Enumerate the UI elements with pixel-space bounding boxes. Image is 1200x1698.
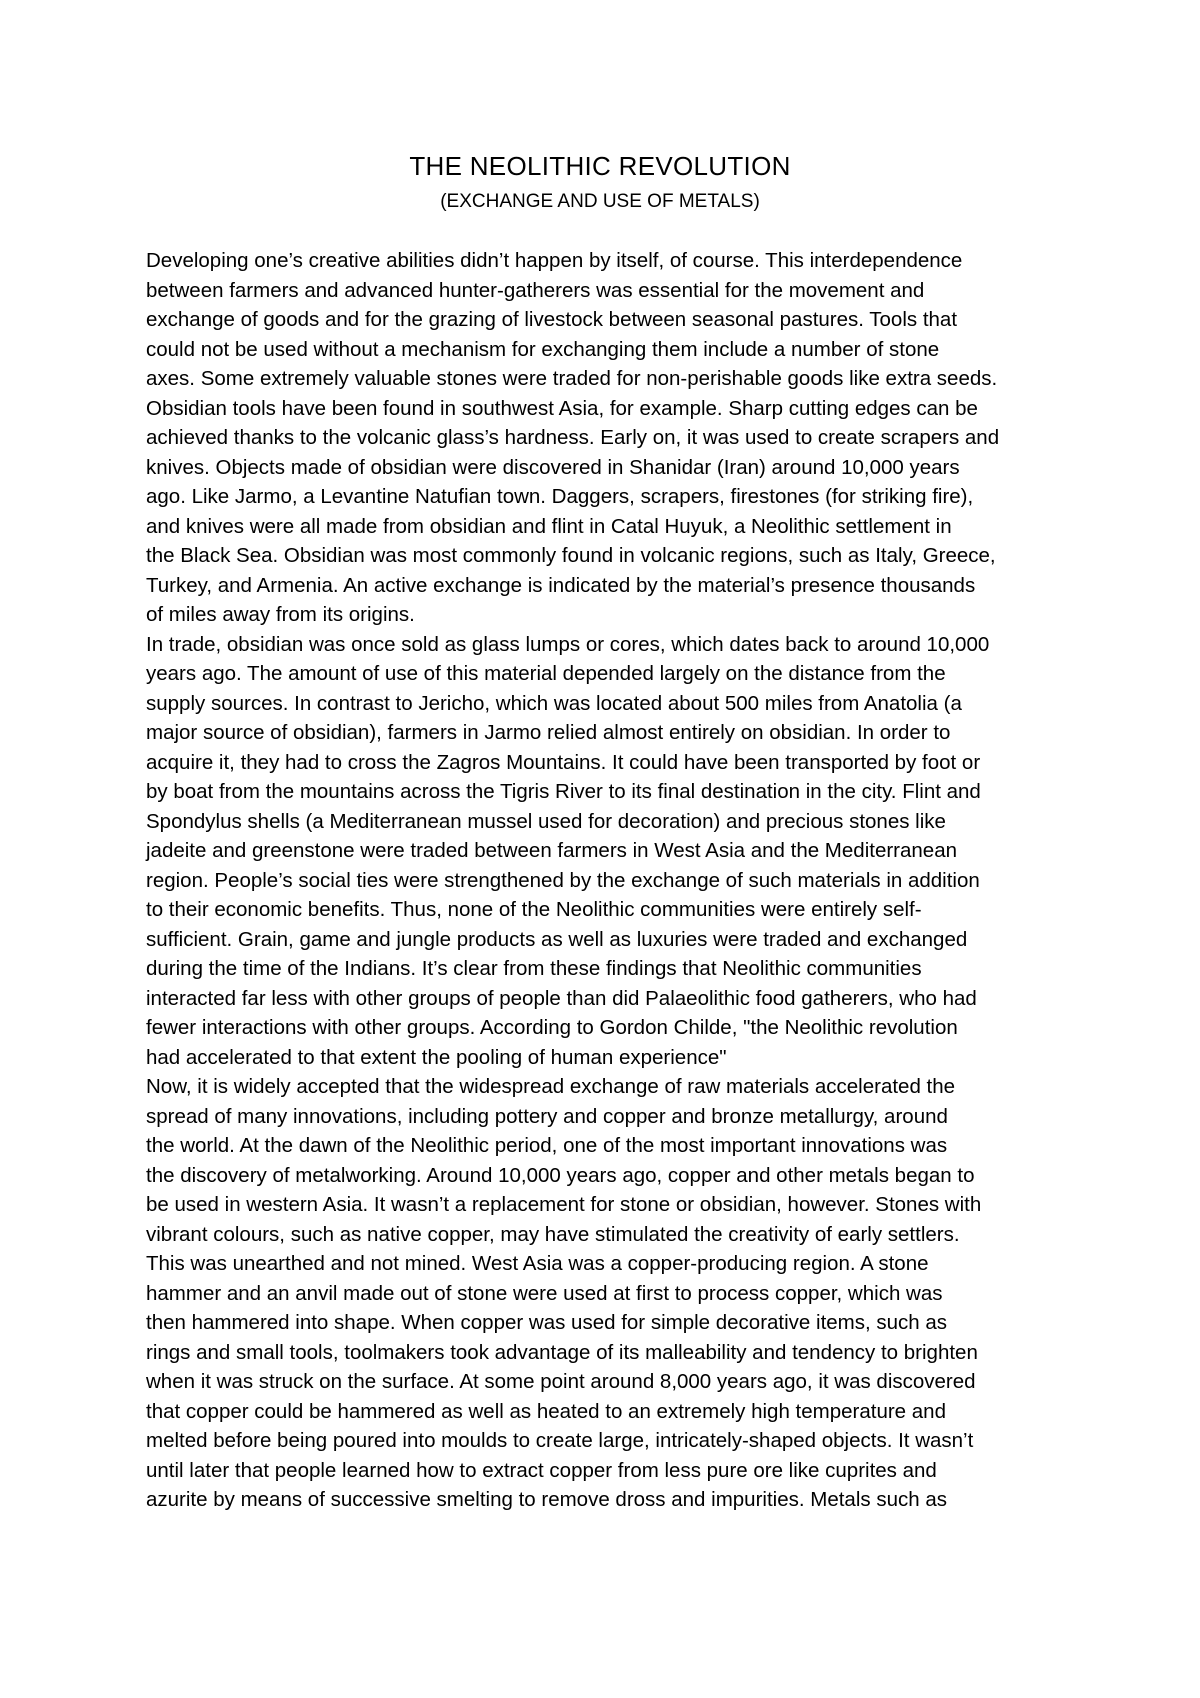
text-line: between farmers and advanced hunter-gatherers was essential for the movement and: [146, 278, 925, 302]
text-line: had accelerated to that extent the pooling of human experience": [146, 1045, 727, 1069]
text-line: when it was struck on the surface. At some point around 8,000 years ago, it was discovered: [146, 1370, 976, 1393]
text-line: acquire it, they had to cross the Zagros Mountains. It could have been transported by foot or: [146, 750, 981, 774]
paragraph-metalworking: [146, 1072, 1086, 1515]
text-line: exchange of goods and for the grazing of livestock between seasonal pastures. Tools that: [146, 308, 958, 331]
text-line: then hammered into shape. When copper was used for simple decorative items, such as: [146, 1311, 948, 1334]
text-line: Turkey, and Armenia. An active exchange is indicated by the material’s presence thousands: [146, 573, 976, 597]
text-line: rings and small tools, toolmakers took advantage of its malleability and tendency to brighten: [146, 1340, 978, 1364]
text-line: spread of many innovations, including pottery and copper and bronze metallurgy, around: [146, 1104, 948, 1128]
text-line: fewer interactions with other groups. According to Gordon Childe, "the Neolithic revolution: [146, 1016, 958, 1039]
text-line: Now, it is widely accepted that the widespread exchange of raw materials accelerated the: [146, 1075, 956, 1098]
text-line: melted before being poured into moulds to create large, intricately-shaped objects. It wasn’t: [146, 1429, 974, 1452]
text-line: that copper could be hammered as well as heated to an extremely high temperature and: [146, 1399, 946, 1423]
text-line: could not be used without a mechanism for exchanging them include a number of stone: [146, 337, 940, 361]
text-line: by boat from the mountains across the Tigris River to its final destination in the city. Flint and: [146, 780, 981, 803]
text-line: jadeite and greenstone were traded between farmers in West Asia and the Mediterranean: [146, 839, 958, 862]
document-body: [146, 246, 1086, 1515]
text-line: Obsidian tools have been found in southwest Asia, for example. Sharp cutting edges can be: [146, 396, 978, 420]
text-line: the discovery of metalworking. Around 10,000 years ago, copper and other metals began to: [146, 1163, 975, 1187]
text-line: to their economic benefits. Thus, none of the Neolithic communities were entirely self-: [146, 898, 922, 921]
text-line: years ago. The amount of use of this material depended largely on the distance from the: [146, 662, 946, 685]
text-line: of miles away from its origins.: [146, 603, 415, 626]
text-line: knives. Objects made of obsidian were discovered in Shanidar (Iran) around 10,000 years: [146, 455, 960, 479]
paragraph-obsidian-trade: [146, 630, 1086, 1073]
text-line: interacted far less with other groups of people than did Palaeolithic food gatherers, who had: [146, 986, 977, 1010]
text-line: In trade, obsidian was once sold as glass lumps or cores, which dates back to around 10,000: [146, 632, 990, 656]
text-line: supply sources. In contrast to Jericho, which was located about 500 miles from Anatolia (a: [146, 691, 962, 715]
text-line: sufficient. Grain, game and jungle products as well as luxuries were traded and exchanged: [146, 927, 968, 951]
text-line: hammer and an anvil made out of stone were used at first to process copper, which was: [146, 1281, 943, 1305]
text-line: Developing one’s creative abilities didn’t happen by itself, of course. This interdependence: [146, 249, 963, 272]
document-subtitle: (EXCHANGE AND USE OF METALS): [440, 191, 760, 212]
document-title: THE NEOLITHIC REVOLUTION: [409, 151, 791, 181]
text-line: azurite by means of successive smelting to remove dross and impurities. Metals such as: [146, 1488, 947, 1511]
text-line: achieved thanks to the volcanic glass’s hardness. Early on, it was used to create scrapers and: [146, 426, 1000, 449]
text-line: This was unearthed and not mined. West Asia was a copper-producing region. A stone: [146, 1252, 929, 1275]
text-line: Spondylus shells (a Mediterranean mussel used for decoration) and precious stones like: [146, 809, 946, 833]
text-line: vibrant colours, such as native copper, may have stimulated the creativity of early settlers.: [146, 1222, 960, 1246]
text-line: and knives were all made from obsidian and flint in Catal Huyuk, a Neolithic settlement in: [146, 514, 952, 538]
text-line: the Black Sea. Obsidian was most commonly found in volcanic regions, such as Italy, Greece,: [146, 544, 996, 567]
text-line: during the time of the Indians. It’s clear from these findings that Neolithic communities: [146, 957, 922, 980]
text-line: axes. Some extremely valuable stones were traded for non-perishable goods like extra seeds.: [146, 367, 998, 390]
text-line: region. People’s social ties were strengthened by the exchange of such materials in addition: [146, 868, 980, 892]
text-line: until later that people learned how to extract copper from less pure ore like cuprites and: [146, 1458, 937, 1482]
paragraph-obsidian-tools: [146, 246, 1086, 630]
text-line: major source of obsidian), farmers in Jarmo relied almost entirely on obsidian. In order to: [146, 721, 951, 744]
text-line: be used in western Asia. It wasn’t a replacement for stone or obsidian, however. Stones with: [146, 1193, 982, 1216]
text-line: the world. At the dawn of the Neolithic period, one of the most important innovations was: [146, 1134, 948, 1157]
text-line: ago. Like Jarmo, a Levantine Natufian town. Daggers, scrapers, firestones (for striking fire),: [146, 485, 974, 508]
